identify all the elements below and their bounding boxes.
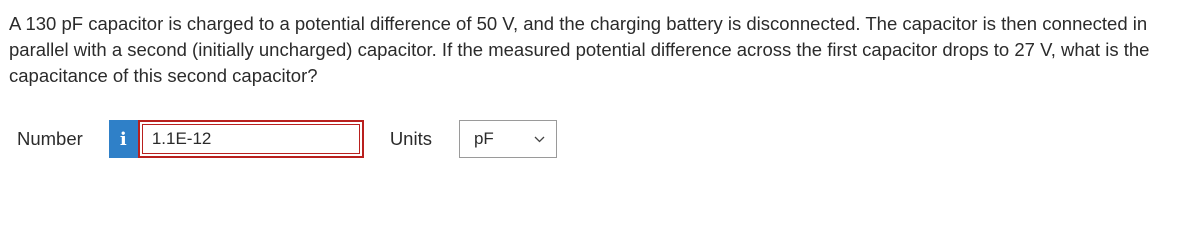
question-text: A 130 pF capacitor is charged to a potential difference of 50 V, and the charging battery is disconnected. The capacitor is then connected in parallel with a second (initially uncharged) capacitor. If the measured potential difference across the first capacitor drops to 27 V, what is the capacitance of this second capacitor? [9,13,1150,86]
units-select[interactable] [459,120,557,158]
units-label: Units [389,128,432,149]
number-label: Number [17,128,83,149]
number-input[interactable] [142,124,360,154]
chevron-down-icon [534,133,546,145]
info-icon[interactable]: i [109,120,138,158]
units-selected-value: pF [473,129,494,148]
number-input-wrapper [138,120,364,158]
answer-row [17,120,1187,158]
